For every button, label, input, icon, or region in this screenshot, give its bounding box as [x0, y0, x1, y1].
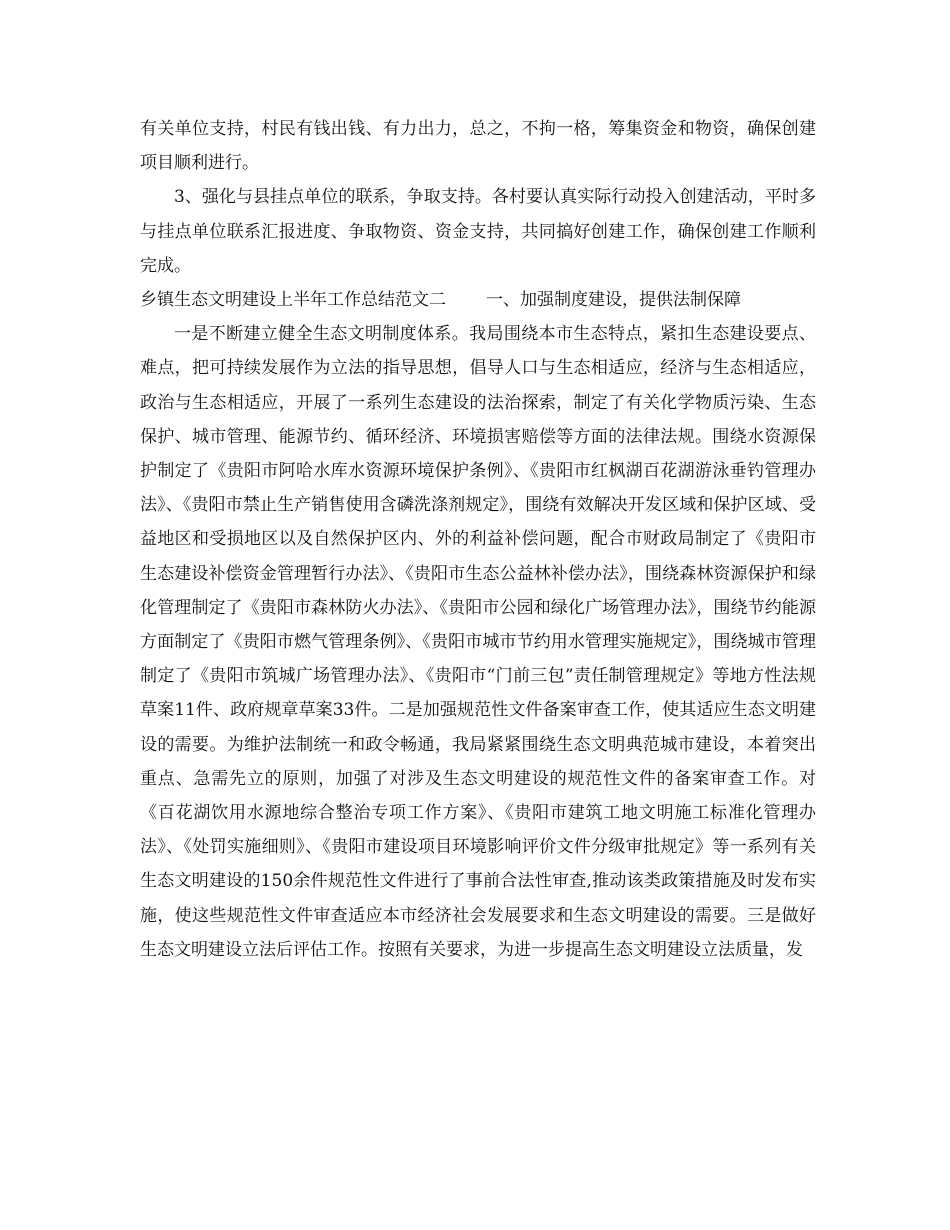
section-heading-line	[140, 283, 816, 317]
paragraph-point-3: 3、强化与县挂点单位的联系，争取支持。各村要认真实际行动投入创建活动，平时多与挂点单位联系汇报进度、争取物资、资金支持，共同搞好创建工作，确保创建工作顺利完成。	[140, 187, 816, 276]
document-title: 乡镇生态文明建设上半年工作总结范文二	[140, 290, 446, 311]
document-page	[140, 112, 816, 967]
paragraph-continuation: 有关单位支持，村民有钱出钱、有力出力，总之，不拘一格，筹集资金和物资，确保创建项目顺利进行。	[140, 119, 816, 174]
section-title: 一、加强制度建设，提供法制保障	[486, 290, 741, 311]
paragraph-body: 一是不断建立健全生态文明制度体系。我局围绕本市生态特点，紧扣生态建设要点、难点，把可持续发展作为立法的指导思想，倡导人口与生态相适应，经济与生态相适应，政治与生态相适应，开展了一系列生态建设的法治探索，制定了有关化学物质污染、生态保护、城市管理、能源节约、循环经济、环境损害赔偿等方面的法律法规。围绕水资源保护制定了《贵阳市阿哈水库水资源环境保护条例》、《贵阳市红枫湖百花湖游泳垂钓管理办法》、《贵阳市禁止生产销售使用含磷洗涤剂规定》，围绕有效解决开发区域和保护区域、受益地区和受损地区以及自然保护区内、外的利益补偿问题，配合市财政局制定了《贵阳市生态建设补偿资金管理暂行办法》、《贵阳市生态公益林补偿办法》，围绕森林资源保护和绿化管理制定了《贵阳市森林防火办法》、《贵阳市公园和绿化广场管理办法》，围绕节约能源方面制定了《贵阳市燃气管理条例》、《贵阳市城市节约用水管理实施规定》，围绕城市管理制定了《贵阳市筑城广场管理办法》、《贵阳市“门前三包”责任制管理规定》等地方性法规草案11件、政府规章草案33件。二是加强规范性文件备案审查工作，使其适应生态文明建设的需要。为维护法制统一和政令畅通，我局紧紧围绕生态文明典范城市建设，本着突出重点、急需先立的原则，加强了对涉及生态文明建设的规范性文件的备案审查工作。对《百花湖饮用水源地综合整治专项工作方案》、《贵阳市建筑工地文明施工标准化管理办法》、《处罚实施细则》、《贵阳市建设项目环境影响评价文件分级审批规定》等一系列有关生态文明建设的150余件规范性文件进行了事前合法性审查,推动该类政策措施及时发布实施，使这些规范性文件审查适应本市经济社会发展要求和生态文明建设的需要。三是做好生态文明建设立法后评估工作。按照有关要求，为进一步提高生态文明建设立法质量，发	[140, 324, 816, 960]
